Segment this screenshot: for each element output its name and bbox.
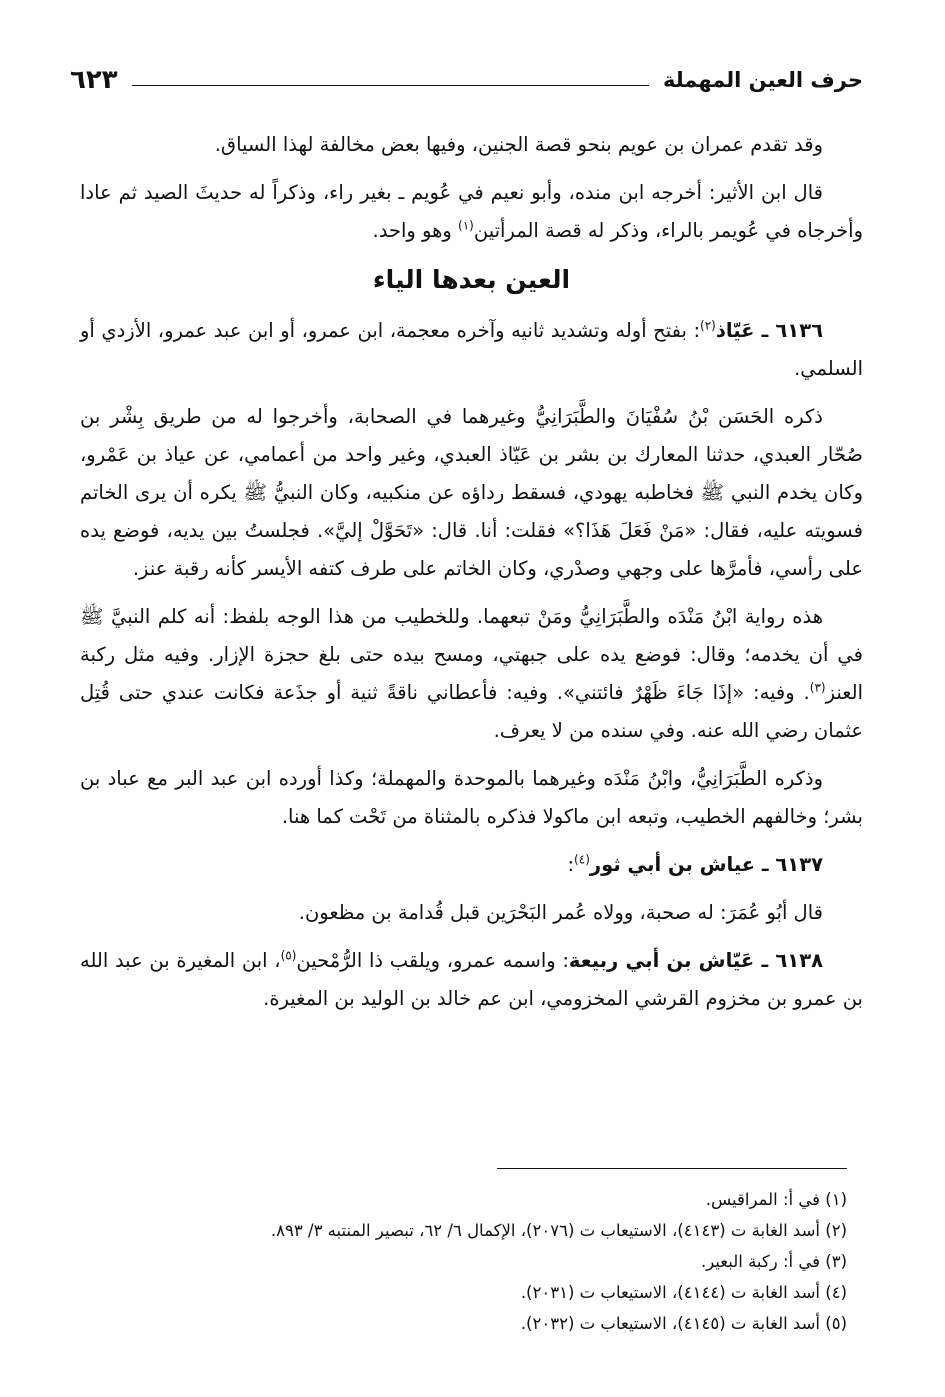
footnote-divider (497, 1168, 847, 1169)
footnote-ref: (٣) (809, 680, 826, 695)
entry-name: عياش بن أبي ثور (589, 853, 756, 876)
footnote-ref: (٤) (574, 852, 590, 867)
entry-number: ٦١٣٦ ـ (754, 319, 823, 342)
entry-name: عَيّاذ (715, 319, 755, 342)
running-title: حرف العين المهملة (662, 68, 863, 92)
footnotes (80, 1184, 847, 1339)
footnote: (٤) أسد الغابة ت (٤١٤٤)، الاستيعاب ت (٢٠٣١). (520, 1283, 847, 1302)
entry-6138: ٦١٣٨ ـ عَيّاش بن أبي ربيعة: واسمه عمرو، ويلقب ذا الرُّمْحين$^{(٥)}$، ابن المغيرة بن عبد الله بن عمرو بن مخزوم القرشي المخزومي، ابن عم خالد بن الوليد بن المغيرة. (80, 948, 863, 1010)
section-heading: العين بعدها الياء (372, 265, 571, 294)
footnote: (٥) أسد الغابة ت (٤١٤٥)، الاستيعاب ت (٢٠٣٢). (520, 1314, 847, 1333)
page-body (80, 126, 863, 1028)
entry-name: عَيّاش بن أبي ربيعة (568, 949, 755, 972)
footnote-ref: (١) (458, 218, 474, 233)
footnote-ref: (٥) (280, 948, 297, 963)
paragraph: هذه رواية ابْنُ مَنْدَه والطَّبَرَانِيُّ ومَنْ تبعهما. وللخطيب من هذا الوجه بلفظ: أنه كلم النبيَّ ﷺ في أن يخدمه؛ وقال: فوضع يده على جبهتي، ومسح بيده حتى بلغ حجزة الإزار. وفيه مثل ركبة العنز$^{(٣)}$. وفيه: «إذَا جَاءَ ظَهْرٌ فائتني». وفيه: فأعطاني ناقةً ثنية أو جذَعة فكانت عندي حتى قُتِل عثمان رضي الله عنه. وفي سنده من لا يعرف. (80, 605, 863, 742)
entry-6136: ٦١٣٦ ـ عَيّاذ$^{(٢)}$: بفتح أوله وتشديد ثانيه وآخره معجمة، ابن عمرو، أو ابن عبد عمرو، الأزدي أو السلمي. (80, 318, 863, 380)
paragraph: قال أبُو عُمَرَ: له صحبة، وولاه عُمر البَحْرَين قبل قُدامة بن مظعون. (298, 901, 823, 924)
paragraph: قال ابن الأثير: أخرجه ابن منده، وأبو نعيم في عُويم ـ بغير راء، وذكراً له حديثَ الصيد ثم عادا وأخرجاه في عُويمر بالراء، وذكر له قصة المرأتين$^{(١)}$ وهو واحد. (80, 181, 863, 242)
page-header (70, 62, 863, 98)
entry-6137: ٦١٣٧ ـ عياش بن أبي ثور$^{(٤)}$: (567, 852, 823, 876)
footnote-ref: (٢) (700, 318, 716, 333)
footnote: (٢) أسد الغابة ت (٤١٤٣)، الاستيعاب ت (٢٠٧٦)، الإكمال ٦/ ٦٢، تبصير المنتبه ٣/ ٨٩٣. (270, 1221, 847, 1240)
header-rule (132, 85, 649, 86)
paragraph: ذكره الحَسَن بْنُ سُفْيَانَ والطَّبَرَانِيُّ وغيرهما في الصحابة، وأخرجوا له من طريق بِشْر بن صُحّار العبدي، حدثنا المعارك بن بشر بن عَيّاذ العبدي، وغير واحد من أعمامي، عن عياذ بن عَمْرو، وكان يخدم النبي ﷺ فخاطبه يهودي، فسقط رداؤه عن منكبيه، وكان النبيُّ ﷺ يكره أن يرى الخاتم فسويته عليه، فقال: «مَنْ فَعَلَ هَذَا؟» فقلت: أنا. قال: «تَحَوَّلْ إليَّ». فجلستُ بين يديه، فوضع يده على رأسي، فأمرَّها على وجهي وصدْري، وكان الخاتم على طرف كتفه الأيسر كأنه رقبة عنز. (80, 405, 863, 580)
footnote: (١) في أ: المراقيس. (705, 1190, 847, 1209)
page-number: ٦٢٣ (70, 65, 118, 95)
entry-number: ٦١٣٧ ـ (755, 853, 823, 876)
paragraph: وذكره الطَّبَرَانِيُّ، وابْنُ مَنْدَه وغيرهما بالموحدة والمهملة؛ وكذا أورده ابن عبد البر مع عباد بن بشر؛ وخالفهم الخطيب، وتبعه ابن ماكولا فذكره بالمثناة من تَحْت كما هنا. (80, 767, 863, 828)
paragraph: وقد تقدم عمران بن عويم بنحو قصة الجنين، وفيها بعض مخالفة لهذا السياق. (214, 133, 823, 156)
footnote: (٣) في أ: ركبة البعير. (700, 1252, 847, 1271)
entry-number: ٦١٣٨ ـ (754, 949, 823, 972)
